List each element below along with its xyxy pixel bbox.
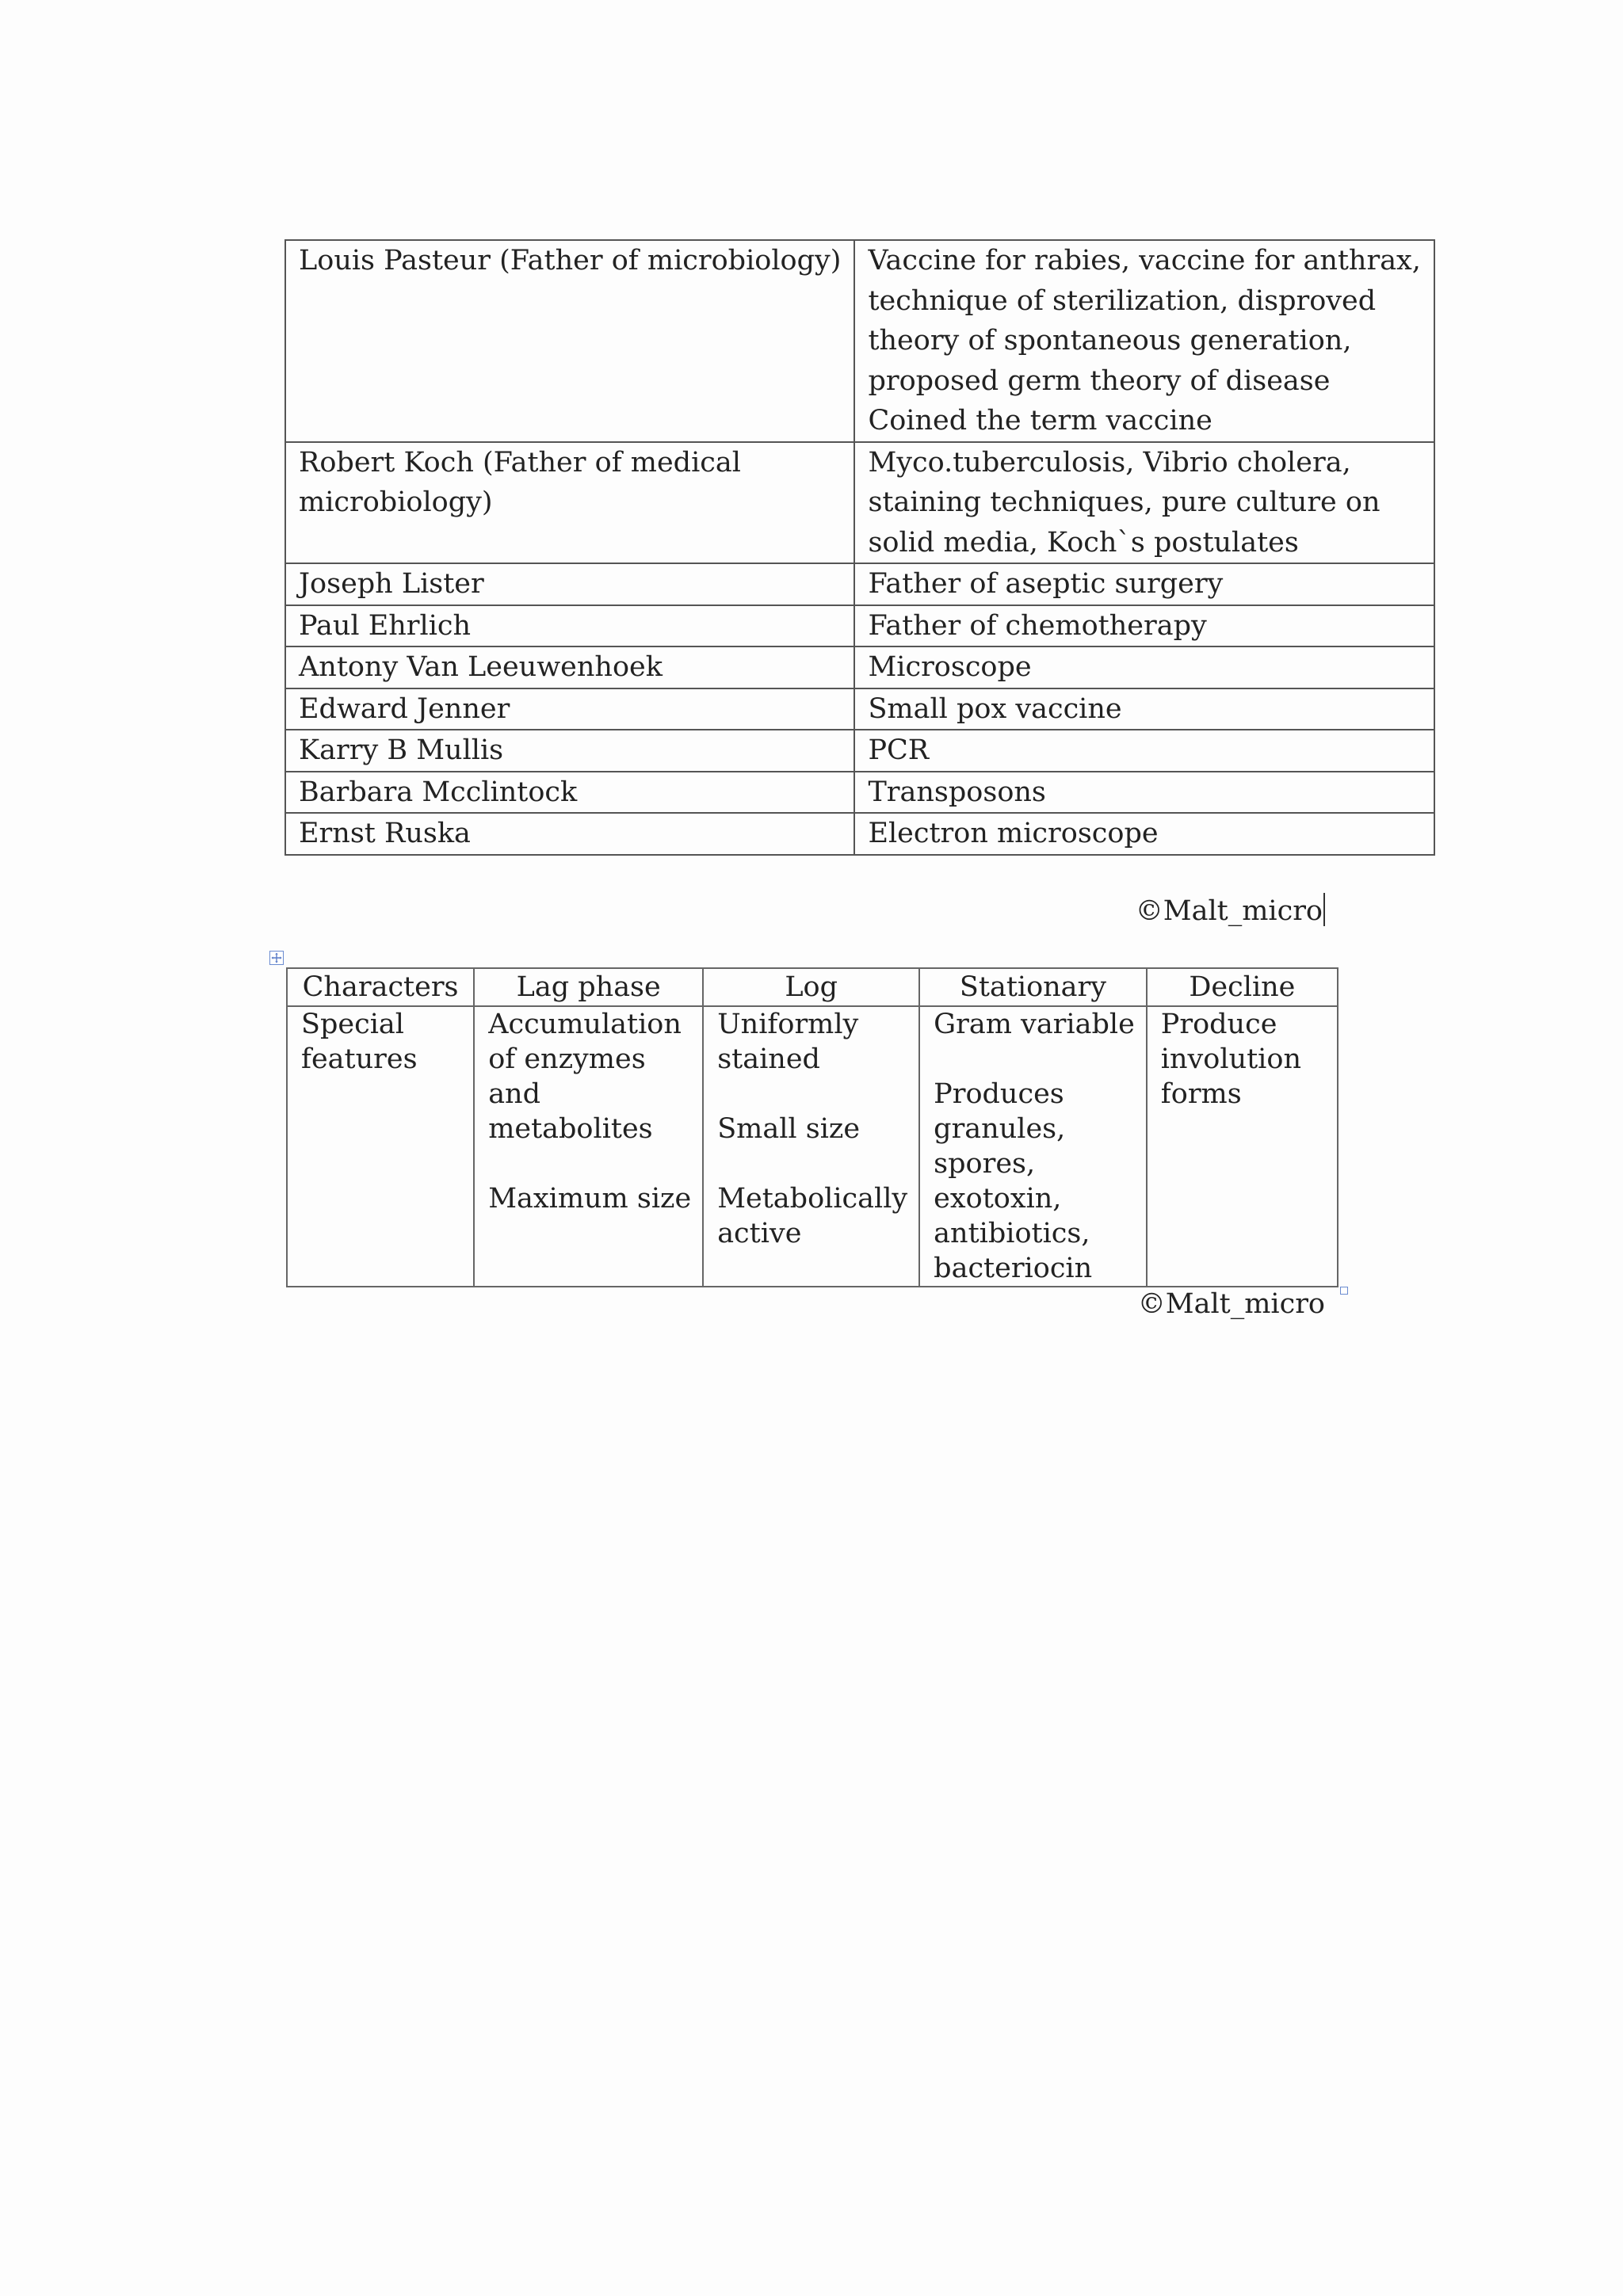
scientist-name-cell [285,813,854,855]
scientists-table [285,239,1435,856]
contribution-cell [854,688,1434,730]
cell-text-line: Uniformly [717,1009,859,1040]
cell-text-line: bacteriocin [934,1253,1093,1284]
cell-text-line: solid media, Koch`s postulates [868,526,1299,559]
cell-text-line: Produces [934,1078,1064,1110]
cell-text-line: Karry B Mullis [299,734,504,766]
cell-text-line: Maximum size [488,1183,692,1215]
table-row [285,646,1434,688]
contribution-cell [854,605,1434,647]
scientist-name-cell [285,442,854,564]
cell-text-line: Joseph Lister [299,568,484,600]
column-header: Decline [1147,968,1338,1006]
cell-text-line: Produce [1160,1009,1277,1040]
cell-text-line: Father of chemotherapy [868,609,1207,642]
cell-text-line: Small size [717,1113,861,1145]
table-row [285,442,1434,564]
cell-text-line: of enzymes [488,1043,646,1075]
watermark: ©Malt_micro [1137,1288,1325,1320]
table-move-handle-icon[interactable] [269,951,284,965]
scientist-name-cell [285,563,854,605]
cell-text-line: Gram variable [934,1009,1135,1040]
cell-text-line [717,1146,907,1181]
cell-text-line: antibiotics, [934,1218,1090,1249]
cell-text-line: features [301,1043,418,1075]
cell-text-line: staining techniques, pure culture on [868,486,1381,518]
cell-text-line: Special [301,1009,404,1040]
cell-text-line: Robert Koch (Father of medical [299,446,741,479]
contribution-cell [854,442,1434,564]
table-row [287,1006,1338,1287]
cell-text-line: Paul Ehrlich [299,609,472,642]
watermark: ©Malt_micro [1136,891,1325,931]
table-row [285,240,1434,442]
table-row [285,605,1434,647]
cell-text-line: Transposons [868,776,1046,808]
cell-text-line: Edward Jenner [299,692,510,725]
scientist-name-cell [285,730,854,772]
cell-text-line: technique of sterilization, disproved [868,284,1377,317]
growth-phases-table [286,967,1338,1287]
scientist-name-cell [285,688,854,730]
cell-text-line: Vaccine for rabies, vaccine for anthrax, [868,245,1421,277]
contribution-cell [854,563,1434,605]
phase-feature-cell [474,1006,703,1287]
cell-text-line: Small pox vaccine [868,692,1122,725]
cell-text-line: Myco.tuberculosis, Vibrio cholera, [868,446,1351,479]
cell-text-line: Accumulation [488,1009,682,1040]
table-resize-handle-icon[interactable] [1340,1287,1348,1295]
cell-text-line: exotoxin, [934,1183,1062,1215]
cell-text-line: Antony Van Leeuwenhoek [299,651,663,683]
column-header: Characters [287,968,474,1006]
cell-text-line: theory of spontaneous generation, [868,325,1352,357]
contribution-cell [854,240,1434,442]
table-row [285,688,1434,730]
cell-text-line: PCR [868,734,930,766]
scientist-name-cell [285,772,854,814]
column-header: Log [703,968,919,1006]
cell-text-line: spores, [934,1148,1036,1180]
table-row [285,563,1434,605]
cell-text-line: involution [1160,1043,1301,1075]
cell-text-line: proposed germ theory of disease [868,364,1331,397]
contribution-cell [854,813,1434,855]
table-header-row [287,968,1338,1006]
cell-text-line: Coined the term vaccine [868,405,1212,437]
table-row [285,772,1434,814]
cell-text-line: Barbara Mcclintock [299,776,578,808]
scientist-name-cell [285,240,854,442]
phase-feature-cell [703,1006,919,1287]
scientist-name-cell [285,605,854,647]
cell-text-line: Ernst Ruska [299,818,471,849]
phase-feature-cell [919,1006,1147,1287]
cell-text-line [717,1077,907,1112]
table-row [285,730,1434,772]
contribution-cell [854,772,1434,814]
cell-text-line [934,1042,1135,1077]
column-header: Stationary [919,968,1147,1006]
text-cursor [1323,893,1325,926]
contribution-cell [854,730,1434,772]
column-header: Lag phase [474,968,703,1006]
cell-text-line [488,1146,691,1181]
cell-text-line: granules, [934,1113,1066,1145]
cell-text-line: Metabolically [717,1183,908,1215]
cell-text-line: and [488,1078,541,1110]
cell-text-line: Father of aseptic surgery [868,568,1224,600]
cell-text-line: stained [717,1043,820,1075]
cell-text-line: forms [1160,1078,1242,1110]
cell-text-line: Microscope [868,651,1032,683]
row-label-cell [287,1006,474,1287]
cell-text-line: Electron microscope [868,818,1159,849]
table-row [285,813,1434,855]
cell-text-line: metabolites [488,1113,653,1145]
cell-text-line: active [717,1218,802,1249]
cell-text-line: Louis Pasteur (Father of microbiology) [299,245,842,277]
contribution-cell [854,646,1434,688]
cell-text-line: microbiology) [299,486,493,518]
phase-feature-cell [1147,1006,1338,1287]
scientist-name-cell [285,646,854,688]
